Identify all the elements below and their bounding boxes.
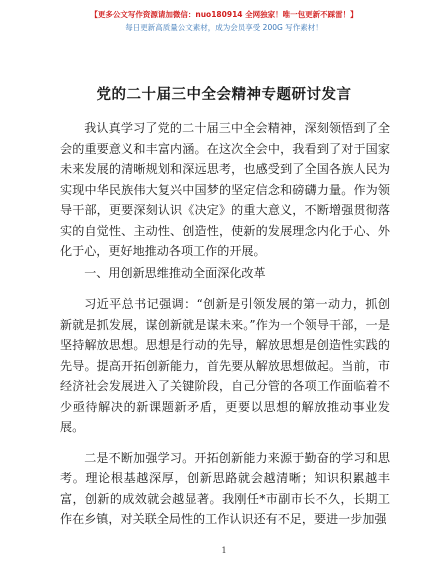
promo-banner-line-1: 【更多公文写作资源请加微信：nuo180914 全网独家！唯一包更新不踩雷！】	[90, 10, 358, 19]
page-number: 1	[221, 546, 227, 555]
paragraph-learning: 二是不断加强学习。开拓创新能力来源于勤奋的学习和思考。理论根基越深厚，创新思路就会越清晰；知识积累越丰富，创新的成效就会越显著。我刚任*市副市长不久，长期工作在乡镇，对关联全局性的工作认识还有不足，要进一步加强	[60, 450, 390, 526]
document-body	[60, 118, 390, 530]
promo-banner-line-2: 每日更新高质量公文素材，成为会员享受 200G 写作素材！	[125, 23, 323, 32]
document-title: 党的二十届三中全会精神专题研讨发言	[96, 86, 352, 103]
paragraph-innovation: 习近平总书记强调：“创新是引领发展的第一动力，抓创新就是抓发展，谋创新就是谋未来。”作为一个领导干部，一是坚持解放思想。思想是行动的先导，解放思想是创造性实践的先导。提高开拓创新能力，首先要从解放思想做起。当前，市经济社会发展进入了关键阶段，自己分管的各项工作面临着不少亟待解决的新课题新矛盾，更要以思想的解放推动事业发展。	[60, 297, 390, 434]
section-heading-1: 一、用创新思维推动全面深化改革	[84, 265, 266, 280]
paragraph-intro: 我认真学习了党的二十届三中全会精神，深刻领悟到了全会的重要意义和丰富内涵。在这次全会中，我看到了对于国家未来发展的清晰规划和深远思考，也感受到了全国各族人民为实现中华民族伟大复兴中国梦的坚定信念和磅礴力量。作为领导干部，更要深刻认识《决定》的重大意义，不断增强贯彻落实的自觉性、主动性、创造性，使新的发展理念内化于心、外化于心，更好地推动各项工作的开展。	[60, 121, 390, 258]
